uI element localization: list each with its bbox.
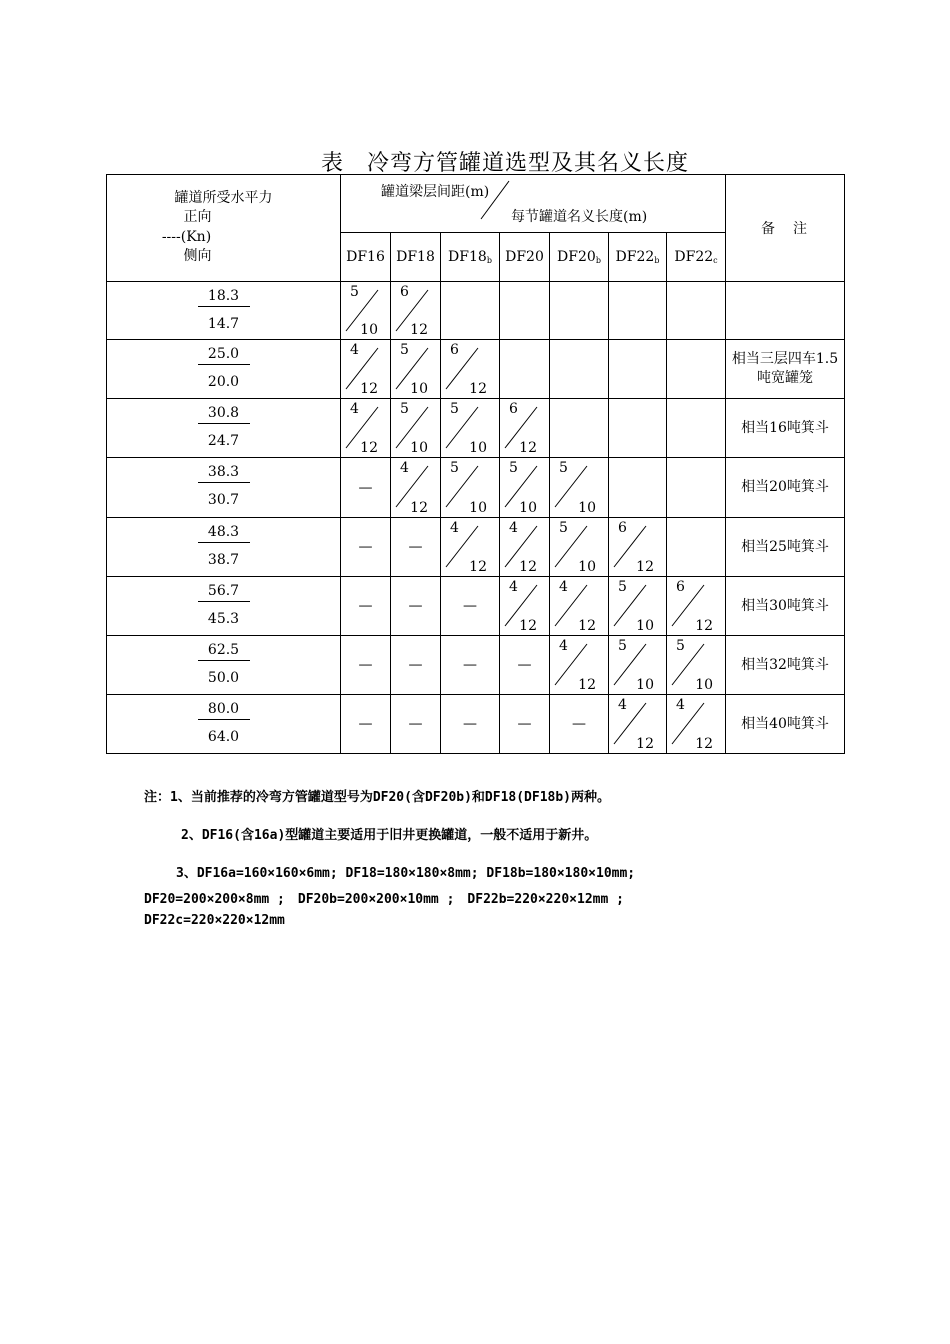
forward-force: 48.3 — [207, 524, 240, 540]
span-value: 5 — [676, 638, 685, 654]
fraction-rule — [198, 719, 250, 720]
spec-cell — [550, 577, 609, 636]
span-value: 5 — [618, 579, 627, 595]
span-value: 5 — [559, 460, 568, 476]
column-header-subscript: b — [654, 256, 660, 265]
span-value: 4 — [618, 697, 627, 713]
table-row — [107, 399, 845, 458]
forward-force: 56.7 — [207, 583, 240, 599]
table-title: 表 冷弯方管罐道选型及其名义长度 — [320, 151, 689, 176]
force-cell — [107, 518, 341, 577]
spec-cell — [441, 695, 500, 754]
length-value: 12 — [469, 559, 487, 575]
column-header — [500, 233, 550, 282]
spec-cell — [609, 695, 667, 754]
spec-cell — [667, 340, 726, 399]
note-3: 3、DF16a=160×160×6mm; DF18=180×180×8mm; DF18b=180×180×10mm; — [176, 866, 636, 881]
span-value: 5 — [400, 401, 409, 417]
spec-cell — [500, 340, 550, 399]
side-force: 45.3 — [207, 611, 240, 627]
spec-cell — [441, 636, 500, 695]
length-value: 12 — [469, 381, 487, 397]
span-value: 6 — [400, 284, 409, 300]
spec-cell — [500, 695, 550, 754]
spec-cell — [550, 340, 609, 399]
side-force: 38.7 — [207, 552, 240, 568]
column-header — [341, 233, 391, 282]
spec-cell — [500, 636, 550, 695]
length-value: 12 — [519, 559, 537, 575]
span-value: 6 — [450, 342, 459, 358]
length-value: 10 — [578, 500, 596, 516]
spec-cell — [391, 577, 441, 636]
force-cell — [107, 399, 341, 458]
spec-cell — [500, 399, 550, 458]
length-value: 12 — [360, 381, 378, 397]
spec-cell — [550, 399, 609, 458]
spec-cell — [441, 282, 500, 340]
column-header — [550, 233, 609, 282]
spec-cell — [341, 340, 391, 399]
span-label: 罐道梁层间距(m) — [381, 184, 490, 200]
remark-cell: 相当三层四车1.5吨宽罐笼 — [726, 340, 845, 399]
spec-cell — [391, 695, 441, 754]
span-value: 5 — [400, 342, 409, 358]
table-row — [107, 518, 845, 577]
spec-cell — [441, 458, 500, 518]
not-applicable-dash: — — [408, 716, 423, 732]
spec-cell — [500, 518, 550, 577]
spec-cell — [609, 458, 667, 518]
length-value: 12 — [410, 322, 428, 338]
length-value: 12 — [519, 440, 537, 456]
fraction-rule — [198, 601, 250, 602]
spec-cell — [550, 518, 609, 577]
column-header — [667, 233, 726, 282]
not-applicable-dash: — — [408, 657, 423, 673]
force-cell — [107, 282, 341, 340]
note-3-continued: DF20=200×200×8mm ; DF20b=200×200×10mm ; DF22b=220×220×12mm ; — [144, 892, 624, 907]
column-header-label: DF16 — [346, 249, 385, 265]
spec-cell — [441, 340, 500, 399]
column-header-label: DF20 — [505, 249, 544, 265]
table-row — [107, 282, 845, 340]
spec-cell — [667, 695, 726, 754]
column-header-label: DF22 — [615, 249, 655, 265]
spec-cell — [667, 458, 726, 518]
span-length-header — [341, 175, 726, 233]
spec-cell — [341, 636, 391, 695]
side-force: 50.0 — [207, 670, 240, 686]
spec-cell — [609, 577, 667, 636]
spec-cell — [609, 399, 667, 458]
column-header — [609, 233, 667, 282]
spec-cell — [667, 577, 726, 636]
spec-cell — [391, 518, 441, 577]
length-value: 12 — [578, 618, 596, 634]
forward-force: 62.5 — [207, 642, 240, 658]
table-row — [107, 695, 845, 754]
force-cell — [107, 577, 341, 636]
span-value: 5 — [450, 460, 459, 476]
force-label: 罐道所受水平力 — [174, 190, 273, 206]
spec-cell — [550, 282, 609, 340]
remark-header: 备 注 — [726, 175, 845, 282]
table-row — [107, 577, 845, 636]
not-applicable-dash: — — [517, 657, 532, 673]
spec-cell — [341, 282, 391, 340]
length-value: 12 — [636, 736, 654, 752]
remark-cell — [726, 282, 845, 340]
column-header-label: DF18 — [448, 249, 487, 265]
span-value: 4 — [400, 460, 409, 476]
length-label: 每节罐道名义长度(m) — [511, 209, 648, 225]
forward-force: 38.3 — [207, 464, 240, 480]
force-cell — [107, 458, 341, 518]
selection-table — [106, 174, 845, 754]
length-value: 10 — [519, 500, 537, 516]
column-header-subscript: b — [486, 256, 492, 265]
remark-cell: 相当16吨箕斗 — [726, 399, 845, 458]
force-cell — [107, 695, 341, 754]
span-value: 4 — [559, 579, 568, 595]
spec-cell — [391, 458, 441, 518]
forward-force: 18.3 — [207, 288, 240, 304]
side-label: 侧向 — [183, 248, 212, 264]
remark-cell: 相当20吨箕斗 — [726, 458, 845, 518]
not-applicable-dash: — — [408, 598, 423, 614]
length-value: 10 — [578, 559, 596, 575]
remark-cell: 相当30吨箕斗 — [726, 577, 845, 636]
span-value: 5 — [509, 460, 518, 476]
forward-force: 30.8 — [207, 405, 240, 421]
remark-cell: 相当25吨箕斗 — [726, 518, 845, 577]
length-value: 12 — [695, 618, 714, 634]
spec-cell — [667, 399, 726, 458]
spec-cell — [609, 340, 667, 399]
fraction-rule — [198, 542, 250, 543]
column-header — [441, 233, 500, 282]
length-value: 10 — [636, 677, 654, 693]
length-value: 10 — [469, 500, 487, 516]
length-value: 10 — [695, 677, 714, 693]
side-force: 14.7 — [207, 316, 240, 332]
span-value: 4 — [676, 697, 685, 713]
spec-cell — [441, 577, 500, 636]
column-header-label: DF20 — [557, 249, 596, 265]
note-3-end: DF22c=220×220×12mm — [144, 913, 285, 928]
not-applicable-dash: — — [358, 539, 373, 555]
spec-cell — [341, 399, 391, 458]
remark-cell: 相当40吨箕斗 — [726, 695, 845, 754]
spec-cell — [391, 636, 441, 695]
length-value: 10 — [360, 322, 378, 338]
length-value: 12 — [410, 500, 428, 516]
not-applicable-dash: — — [463, 598, 477, 614]
not-applicable-dash: — — [463, 716, 477, 732]
side-force: 30.7 — [207, 492, 240, 508]
column-header-subscript: b — [595, 256, 601, 265]
fraction-rule — [198, 482, 250, 483]
side-force: 64.0 — [207, 729, 240, 745]
spec-cell — [667, 282, 726, 340]
column-header-subscript: c — [713, 256, 718, 265]
spec-cell — [550, 458, 609, 518]
not-applicable-dash: — — [517, 716, 532, 732]
spec-cell — [341, 695, 391, 754]
spec-cell — [341, 458, 391, 518]
spec-cell — [500, 577, 550, 636]
span-value: 4 — [350, 342, 359, 358]
forward-label: 正向 — [183, 209, 212, 225]
span-value: 4 — [509, 579, 518, 595]
not-applicable-dash: — — [358, 598, 373, 614]
fraction-rule — [198, 660, 250, 661]
span-value: 5 — [350, 284, 359, 300]
force-header — [107, 175, 341, 282]
fraction-rule — [198, 364, 250, 365]
spec-cell — [341, 577, 391, 636]
column-header-label: DF22 — [674, 249, 714, 265]
spec-cell — [550, 695, 609, 754]
length-value: 10 — [636, 618, 654, 634]
side-force: 24.7 — [207, 433, 240, 449]
spec-cell — [391, 340, 441, 399]
length-value: 10 — [469, 440, 487, 456]
length-value: 10 — [410, 381, 428, 397]
span-value: 4 — [350, 401, 359, 417]
unit-label: ----(Kn) — [161, 229, 212, 245]
length-value: 12 — [578, 677, 596, 693]
spec-cell — [441, 518, 500, 577]
note-2: 2、DF16(含16a)型罐道主要适用于旧井更换罐道，一般不适用于新井。 — [181, 828, 598, 843]
spec-cell — [667, 518, 726, 577]
not-applicable-dash: — — [358, 657, 373, 673]
length-value: 12 — [519, 618, 537, 634]
not-applicable-dash: — — [358, 479, 373, 496]
spec-cell — [500, 458, 550, 518]
span-value: 4 — [450, 520, 459, 536]
length-value: 10 — [410, 440, 428, 456]
span-value: 6 — [509, 401, 518, 417]
table-row — [107, 636, 845, 695]
spec-cell — [667, 636, 726, 695]
fraction-rule — [198, 306, 250, 307]
spec-cell — [341, 518, 391, 577]
not-applicable-dash: — — [463, 657, 477, 673]
forward-force: 25.0 — [207, 346, 240, 362]
spec-cell — [500, 282, 550, 340]
span-value: 5 — [618, 638, 627, 654]
spec-cell — [609, 636, 667, 695]
span-value: 4 — [509, 520, 518, 536]
spec-cell — [609, 282, 667, 340]
force-cell — [107, 636, 341, 695]
not-applicable-dash: — — [572, 716, 586, 732]
table-row — [107, 340, 845, 399]
span-value: 4 — [559, 638, 568, 654]
length-value: 12 — [360, 440, 378, 456]
note-1: 注：1、当前推荐的冷弯方管罐道型号为DF20(含DF20b)和DF18(DF18b)两种。 — [144, 790, 611, 805]
spec-cell — [609, 518, 667, 577]
length-value: 12 — [695, 736, 714, 752]
table-row — [107, 458, 845, 518]
column-header — [391, 233, 441, 282]
spec-cell — [441, 399, 500, 458]
spec-cell — [391, 399, 441, 458]
forward-force: 80.0 — [207, 701, 240, 717]
span-value: 6 — [676, 579, 685, 595]
length-value: 12 — [636, 559, 654, 575]
force-cell — [107, 340, 341, 399]
fraction-rule — [198, 423, 250, 424]
span-value: 6 — [618, 520, 627, 536]
column-header-label: DF18 — [396, 249, 435, 265]
remark-cell: 相当32吨箕斗 — [726, 636, 845, 695]
not-applicable-dash: — — [408, 539, 423, 555]
side-force: 20.0 — [207, 374, 240, 390]
span-value: 5 — [559, 520, 568, 536]
spec-cell — [550, 636, 609, 695]
not-applicable-dash: — — [358, 716, 373, 732]
spec-cell — [391, 282, 441, 340]
span-value: 5 — [450, 401, 459, 417]
